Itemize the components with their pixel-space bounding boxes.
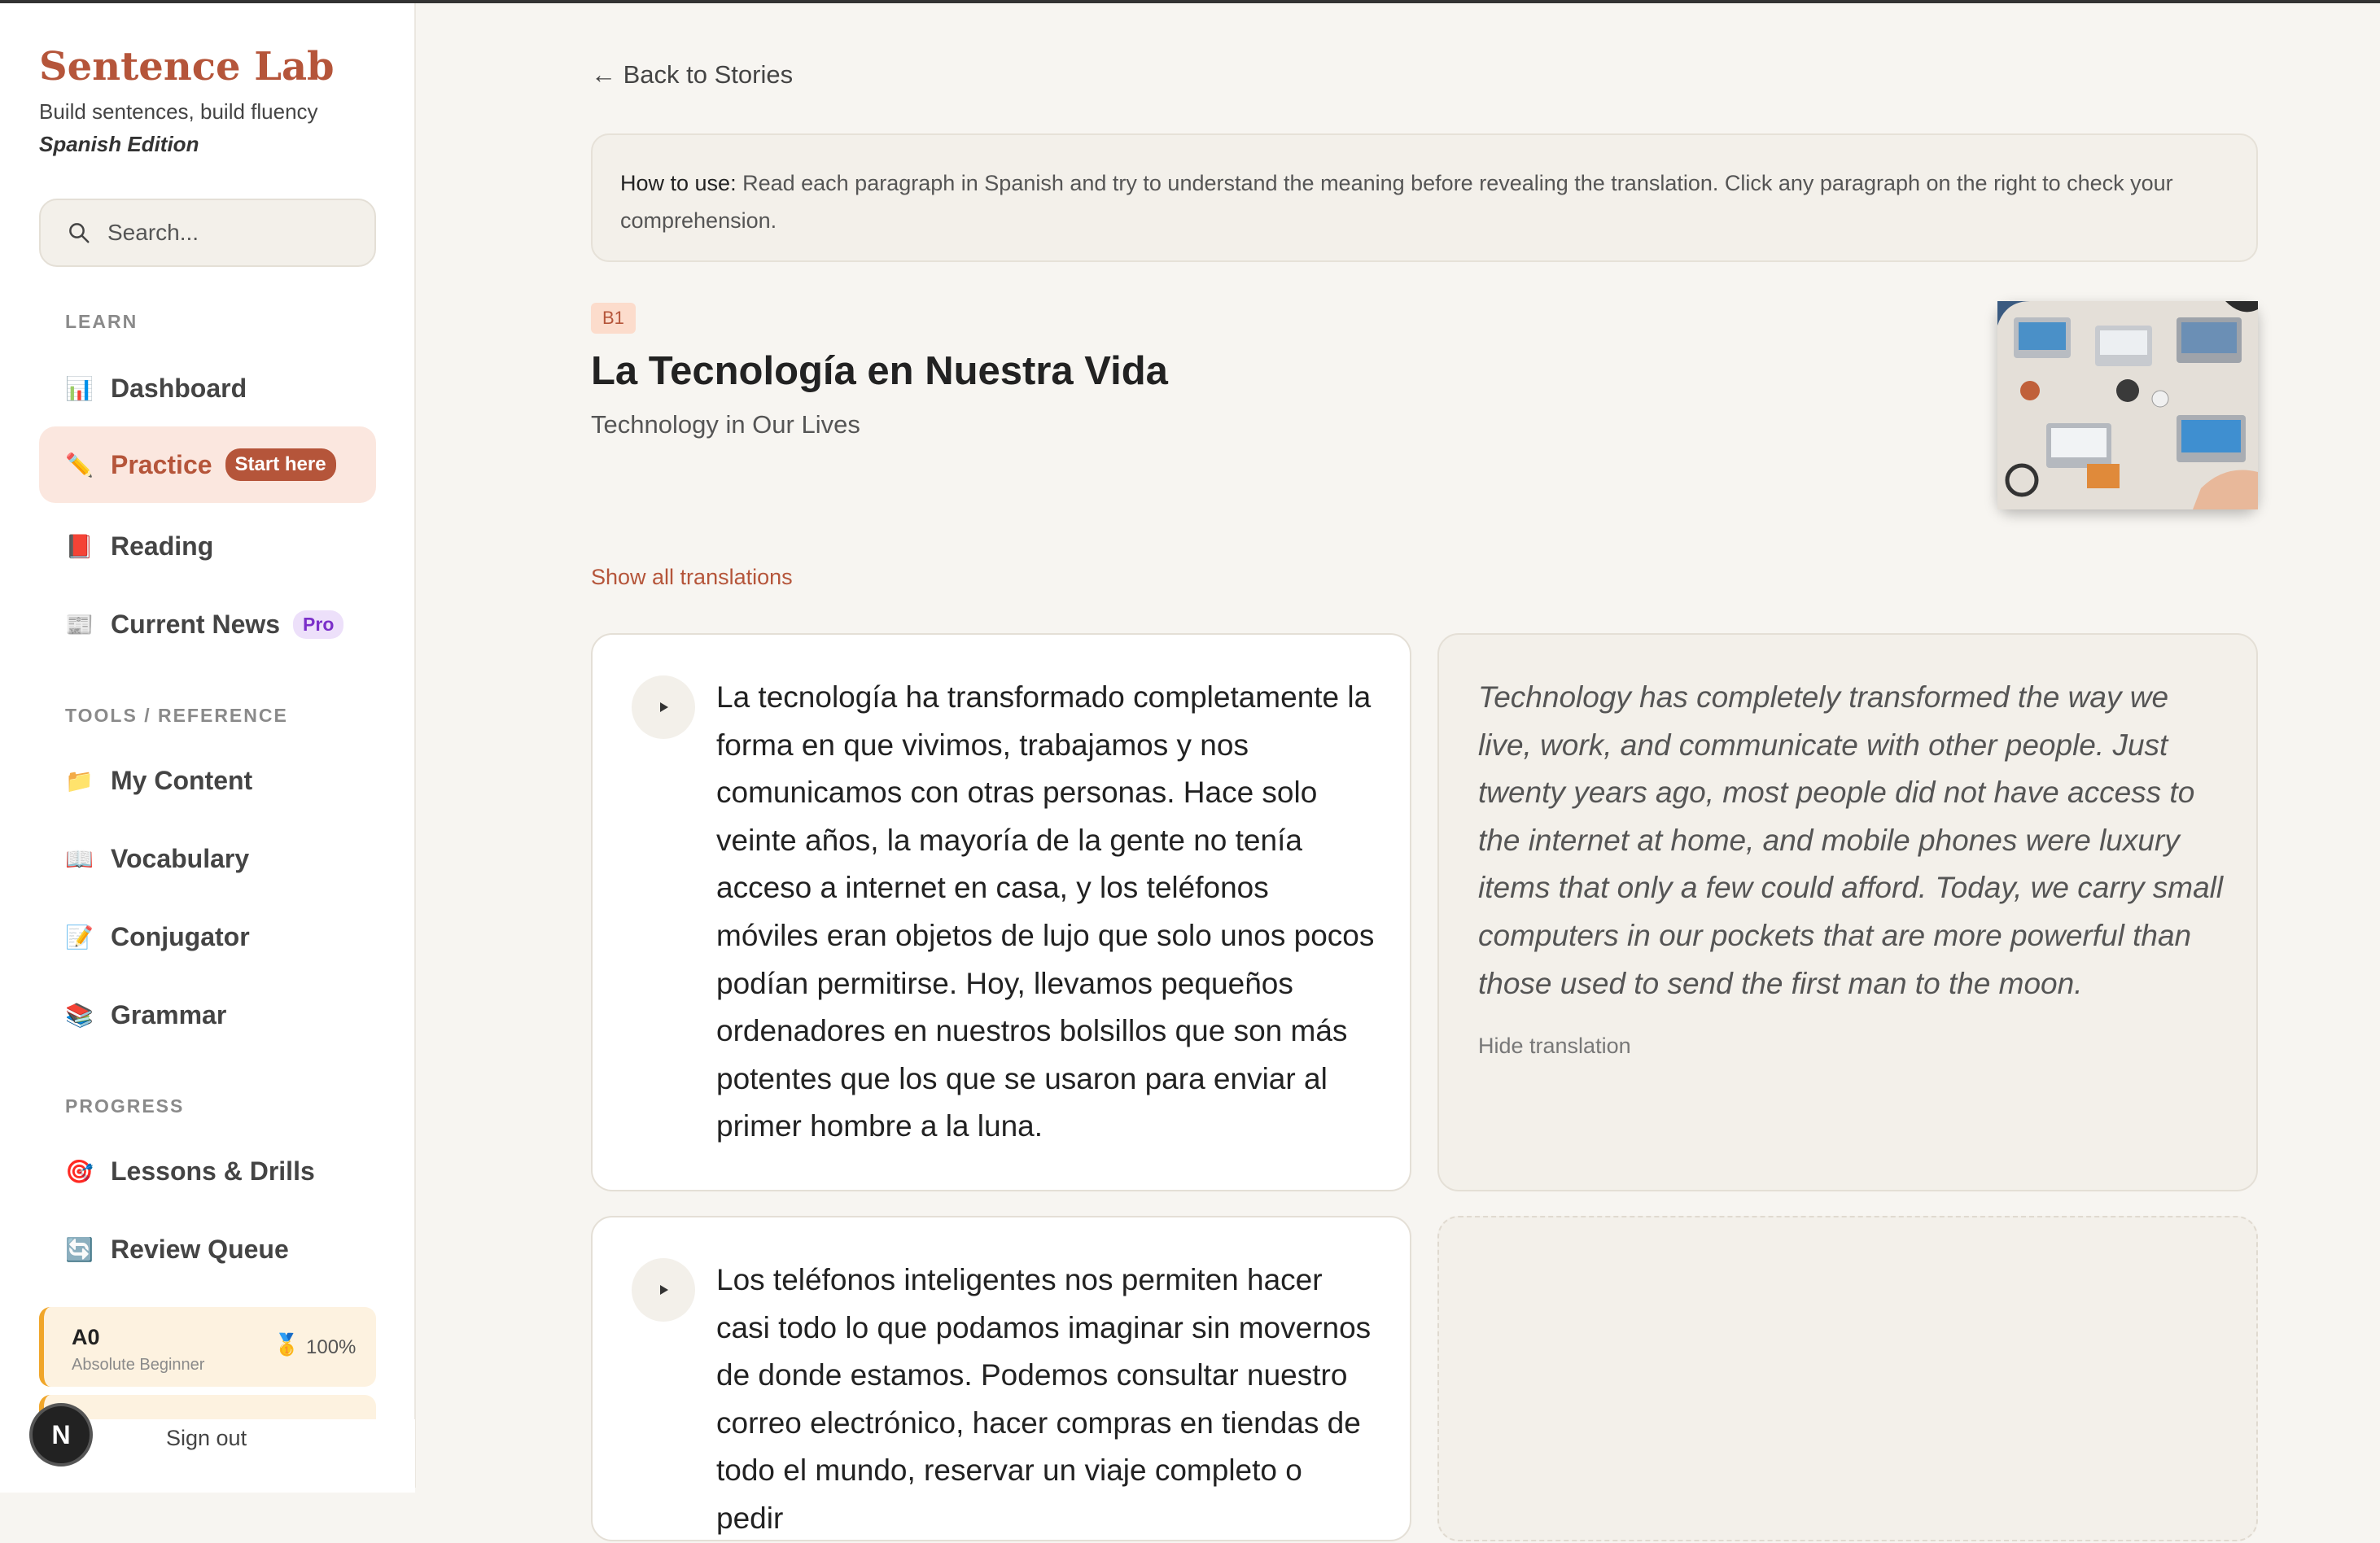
sidebar-item-conjugator[interactable] [39, 898, 376, 975]
sidebar-item-current-news[interactable] [39, 586, 376, 662]
spanish-paragraph-card[interactable] [591, 1216, 1411, 1541]
pro-badge: Pro [293, 610, 343, 639]
sidebar-item-label: Grammar [111, 999, 227, 1029]
memo-icon: 📝 [65, 923, 94, 951]
target-icon: 🎯 [65, 1157, 94, 1185]
reveal-translation-placeholder[interactable] [1437, 1216, 2258, 1541]
sidebar-item-label: Vocabulary [111, 843, 250, 873]
sidebar-item-label: Conjugator [111, 921, 250, 951]
show-all-translations-link[interactable]: Show all translations [591, 565, 793, 589]
play-icon [655, 699, 672, 715]
bar-chart-icon: 📊 [65, 374, 94, 402]
spanish-paragraph-text: Los teléfonos inteligentes nos permiten hacer casi todo lo que podamos imaginar sin movernos de donde estamos. Podemos consultar nuestro correo electrónico, hacer compras en tiendas de todo el mundo, reservar un viaje completo o pedir [716, 1263, 1372, 1535]
level-code: A0 [72, 1325, 100, 1349]
level-name: Absolute Beginner [72, 1356, 205, 1374]
sidebar-item-grammar[interactable] [39, 977, 376, 1053]
sidebar-item-reading[interactable] [39, 508, 376, 584]
spanish-paragraph-card[interactable] [591, 633, 1411, 1191]
search-input[interactable] [107, 220, 352, 246]
play-icon [655, 1282, 672, 1298]
sidebar-item-label: Practice [111, 449, 212, 479]
sidebar-item-label: My Content [111, 765, 253, 795]
pencil-icon: ✏️ [65, 451, 94, 479]
section-label-learn: LEARN [65, 311, 138, 332]
search-icon [67, 221, 91, 245]
search-box[interactable] [39, 199, 376, 267]
medal-icon: 🥇 [273, 1333, 300, 1357]
sign-out-button[interactable]: Sign out [166, 1426, 247, 1450]
sidebar [0, 3, 416, 1488]
sidebar-item-practice[interactable] [39, 426, 376, 503]
play-audio-button[interactable] [632, 1258, 695, 1322]
sidebar-item-review-queue[interactable] [39, 1211, 376, 1287]
sidebar-item-label: Dashboard [111, 373, 247, 403]
section-label-tools: TOOLS / REFERENCE [65, 705, 288, 726]
section-label-progress: PROGRESS [65, 1095, 185, 1117]
spanish-paragraph-text: La tecnología ha transformado completamente la forma en que vivimos, trabajamos y nos comunicamos con otras personas. Hace solo veinte años, la mayoría de la gente no tenía acceso a internet en casa, y los teléfonos móviles eran objetos de lujo que solo unos pocos podían permitirse. Hoy, llevamos pequeños ordenadores en nuestros bolsillos que son más potentes que los que se usaron para enviar al primer hombre a la luna. [716, 680, 1375, 1143]
sidebar-item-label: Lessons & Drills [111, 1156, 315, 1186]
story-image [1997, 301, 2258, 509]
newspaper-icon: 📰 [65, 610, 94, 638]
play-audio-button[interactable] [632, 675, 695, 739]
sidebar-item-label: Current News [111, 609, 281, 639]
sidebar-item-vocabulary[interactable] [39, 820, 376, 897]
back-to-stories-link[interactable]: ← Back to Stories [591, 60, 794, 89]
level-progress: 100% [306, 1336, 357, 1358]
books-icon: 📚 [65, 1001, 94, 1029]
level-card[interactable] [39, 1307, 376, 1387]
how-to-use-text: Read each paragraph in Spanish and try to understand the meaning before revealing the translation. Click any paragraph on the right to check your comprehension. [620, 171, 2173, 233]
sidebar-item-label: Review Queue [111, 1234, 289, 1264]
refresh-icon: 🔄 [65, 1235, 94, 1263]
hide-translation-button[interactable]: Hide translation [1478, 1034, 1631, 1058]
how-to-use-label: How to use: [620, 171, 737, 195]
story-title: La Tecnología en Nuestra Vida [591, 349, 1168, 393]
sidebar-item-lessons-drills[interactable] [39, 1133, 376, 1209]
translation-card[interactable] [1437, 633, 2258, 1191]
how-to-use-box [591, 133, 2258, 262]
book-icon: 📕 [65, 532, 94, 560]
open-book-icon: 📖 [65, 845, 94, 872]
brand-title[interactable]: Sentence Lab [39, 44, 335, 90]
brand-tagline: Build sentences, build fluency [39, 99, 318, 124]
level-badge: B1 [591, 303, 636, 334]
edition-label: Spanish Edition [39, 132, 199, 156]
sidebar-item-dashboard[interactable] [39, 350, 376, 426]
folder-icon: 📁 [65, 767, 94, 794]
sidebar-item-my-content[interactable] [39, 742, 376, 819]
start-here-badge: Start here [225, 448, 336, 481]
story-subtitle: Technology in Our Lives [591, 410, 860, 439]
sidebar-item-label: Reading [111, 531, 214, 561]
avatar[interactable]: N [29, 1403, 93, 1467]
english-translation-text: Technology has completely transformed the way we live, work, and communicate with other people. Just twenty years ago, most people did not have access to the internet at home, and mobile phones were luxury items that only a few could afford. Today, we carry small computers in our pockets that are more powerful than those used to send the first man to the moon. [1478, 680, 2224, 1000]
